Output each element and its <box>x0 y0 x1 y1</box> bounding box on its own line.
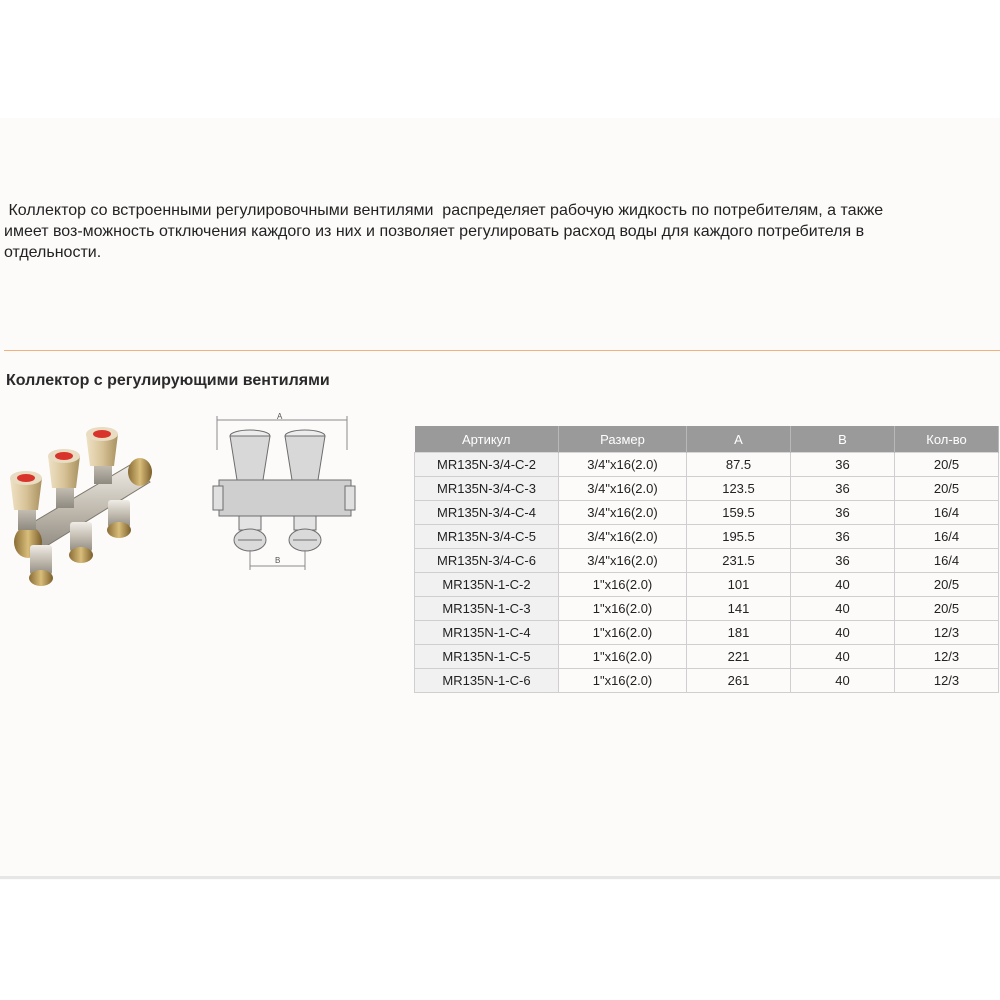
cell-quantity: 20/5 <box>895 477 999 501</box>
cell-a: 231.5 <box>687 549 791 573</box>
cell-article: MR135N-1-C-4 <box>415 621 559 645</box>
cell-a: 221 <box>687 645 791 669</box>
table-row <box>415 645 999 669</box>
cell-b: 36 <box>791 549 895 573</box>
cell-b: 40 <box>791 621 895 645</box>
cell-b: 36 <box>791 477 895 501</box>
cell-article: MR135N-1-C-6 <box>415 669 559 693</box>
table-row <box>415 453 999 477</box>
cell-b: 40 <box>791 669 895 693</box>
cell-article: MR135N-3/4-C-4 <box>415 501 559 525</box>
cell-b: 40 <box>791 597 895 621</box>
cell-article: MR135N-3/4-C-2 <box>415 453 559 477</box>
table-row <box>415 525 999 549</box>
cell-a: 261 <box>687 669 791 693</box>
cell-size: 3/4"x16(2.0) <box>559 525 687 549</box>
cell-b: 36 <box>791 501 895 525</box>
cell-b: 36 <box>791 525 895 549</box>
cell-article: MR135N-1-C-5 <box>415 645 559 669</box>
cell-size: 1"x16(2.0) <box>559 621 687 645</box>
table-row <box>415 621 999 645</box>
dimension-a-label: A <box>277 412 283 421</box>
cell-a: 181 <box>687 621 791 645</box>
cell-quantity: 12/3 <box>895 645 999 669</box>
dimension-b-label: B <box>275 556 281 565</box>
cell-b: 36 <box>791 453 895 477</box>
section-divider <box>4 350 1000 351</box>
cell-a: 87.5 <box>687 453 791 477</box>
header-b: B <box>791 426 895 453</box>
cell-size: 3/4"x16(2.0) <box>559 477 687 501</box>
cell-b: 40 <box>791 573 895 597</box>
cell-size: 1"x16(2.0) <box>559 573 687 597</box>
cell-quantity: 16/4 <box>895 549 999 573</box>
header-article: Артикул <box>415 426 559 453</box>
header-size: Размер <box>559 426 687 453</box>
table-row <box>415 501 999 525</box>
table-row <box>415 669 999 693</box>
cell-a: 123.5 <box>687 477 791 501</box>
cell-article: MR135N-3/4-C-3 <box>415 477 559 501</box>
cell-article: MR135N-3/4-C-6 <box>415 549 559 573</box>
cell-size: 3/4"x16(2.0) <box>559 549 687 573</box>
cell-a: 101 <box>687 573 791 597</box>
cell-quantity: 20/5 <box>895 597 999 621</box>
cell-quantity: 16/4 <box>895 501 999 525</box>
header-quantity: Кол-во <box>895 426 999 453</box>
cell-article: MR135N-1-C-3 <box>415 597 559 621</box>
cell-b: 40 <box>791 645 895 669</box>
cell-size: 3/4"x16(2.0) <box>559 453 687 477</box>
cell-quantity: 20/5 <box>895 453 999 477</box>
table-row <box>415 573 999 597</box>
cell-quantity: 20/5 <box>895 573 999 597</box>
cell-a: 195.5 <box>687 525 791 549</box>
cell-size: 1"x16(2.0) <box>559 669 687 693</box>
product-description: Коллектор со встроенными регулировочными вентилями распределяет рабочую жидкость по потребителям, а также имеет воз-можность отключения каждого из них и позволяет регулировать расход воды для каждого потребителя в отдельности. <box>4 202 884 261</box>
cell-a: 159.5 <box>687 501 791 525</box>
cell-size: 1"x16(2.0) <box>559 645 687 669</box>
cell-size: 1"x16(2.0) <box>559 597 687 621</box>
manifold-drawing <box>205 410 365 580</box>
manifold-photo <box>0 410 175 590</box>
header-a: A <box>687 426 791 453</box>
spec-table <box>414 426 999 693</box>
table-row <box>415 597 999 621</box>
cell-a: 141 <box>687 597 791 621</box>
table-row <box>415 477 999 501</box>
cell-quantity: 12/3 <box>895 621 999 645</box>
section-title: Коллектор с регулирующими вентилями <box>6 372 330 389</box>
table-header-row <box>415 426 999 453</box>
cell-article: MR135N-1-C-2 <box>415 573 559 597</box>
cell-quantity: 16/4 <box>895 525 999 549</box>
table-row <box>415 549 999 573</box>
cell-size: 3/4"x16(2.0) <box>559 501 687 525</box>
bottom-divider <box>0 876 1000 879</box>
cell-article: MR135N-3/4-C-5 <box>415 525 559 549</box>
cell-quantity: 12/3 <box>895 669 999 693</box>
